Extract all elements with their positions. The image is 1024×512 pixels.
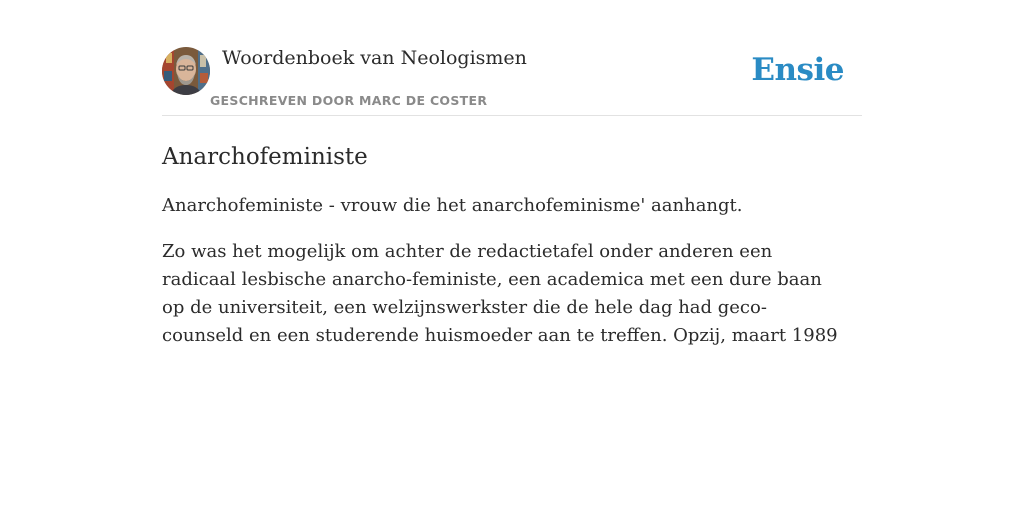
brand-logo[interactable]: Ensie xyxy=(751,52,844,88)
entry-example: Zo was het mogelijk om achter de redactietafel onder anderen een radicaal lesbische anarcho-feministe, een academica met een dure baan op de universiteit, een welzijnswerkster die de hele dag had geco-counseld en een studerende huismoeder aan te treffen. Opzij, maart 1989 xyxy=(162,241,838,346)
entry-definition: Anarchofeministe - vrouw die het anarchofeminisme' aanhangt. xyxy=(162,195,743,216)
author-avatar[interactable] xyxy=(162,47,210,95)
entry-title: Anarchofeministe xyxy=(162,144,368,170)
entry-header xyxy=(162,46,862,116)
author-byline[interactable]: GESCHREVEN DOOR MARC DE COSTER xyxy=(210,93,488,108)
entry-card xyxy=(162,46,862,350)
dictionary-title[interactable]: Woordenboek van Neologismen xyxy=(222,47,527,69)
